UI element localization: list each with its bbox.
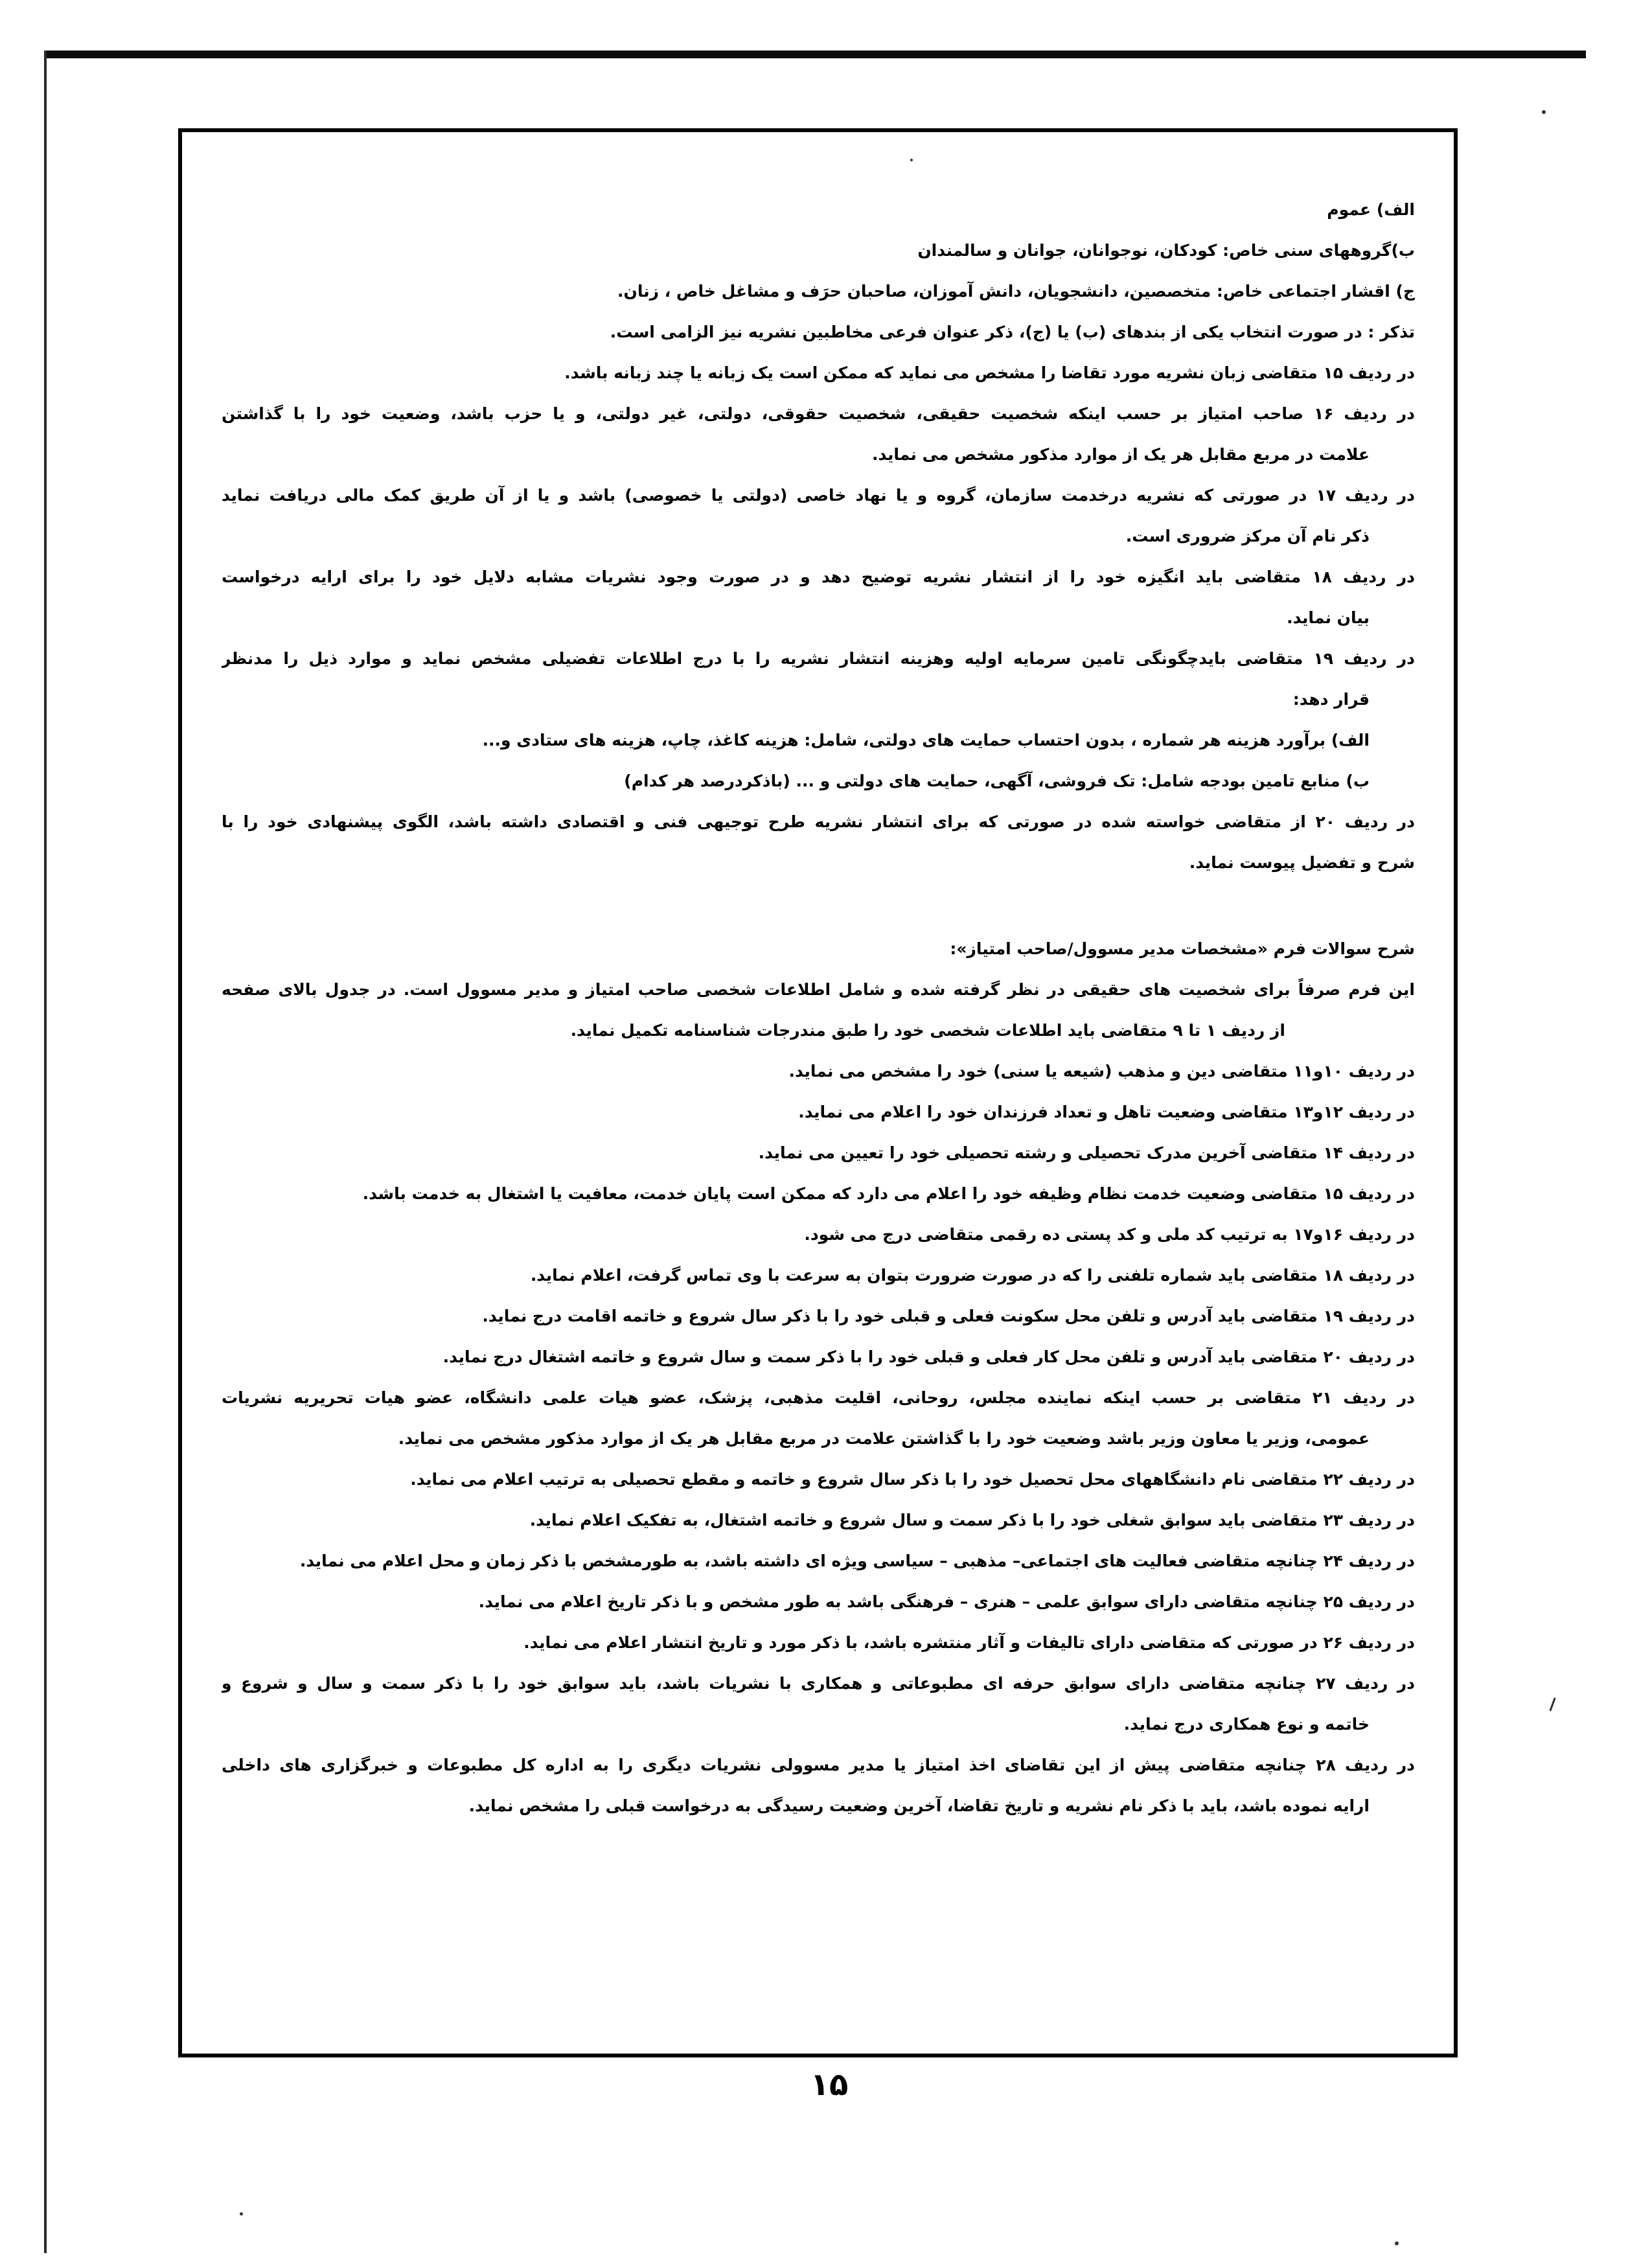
scan-speck [240,2212,243,2216]
row28-previous-request-cont: ارایه نموده باشد، باید با ذکر نام نشریه و تاریخ تقاضا، آخرین وضعیت رسیدگی به درخواست قبلی را مشخص نماید. [468,1796,1370,1815]
row27-press-history: در ردیف ۲۷ چنانچه متقاضی دارای سوابق حرفه ای مطبوعاتی و همکاری با نشریات باشد، باید سوابق خود را با ذکر سمت و سال و شروع و [222,1674,1415,1693]
row20-business-plan: در ردیف ۲۰ از متقاضی خواسته شده در صورتی که برای انتشار نشریه طرح توجیهی فنی و اقتصادی داشته باشد، الگوی پیشنهادی خود را با [222,812,1415,831]
form-description: این فرم صرفاً برای شخصیت های حقیقی در نظر گرفته شده و شامل اطلاعات شخصی صاحب امتیاز و مدیر مسوول است. در جدول بالای صفحه [222,980,1415,999]
row28-previous-request: در ردیف ۲۸ چنانچه متقاضی پیش از این تقاضای اخذ امتیاز یا مدیر مسوولی نشریات دیگری را به اداره کل مطبوعات و خبرگزاری های داخلی [222,1756,1415,1774]
scan-speck [1395,2241,1399,2245]
page-number: ۱۵ [810,2067,849,2103]
scan-border-left [44,51,47,2253]
row19-funding-cont: قرار دهد: [1292,690,1370,709]
scan-speck [1542,110,1546,114]
row20-business-plan-cont: شرح و تفضیل پیوست نماید. [1189,853,1415,872]
row19-item-b: ب) منابع تامین بودجه شامل: تک فروشی، آگهی، حمایت های دولتی و ... (باذکردرصد هر کدام) [624,772,1370,790]
row16-owner-status-cont: علامت در مربع مقابل هر یک از موارد مذکور مشخص می نماید. [872,445,1370,464]
row17-affiliation-cont: ذکر نام آن مرکز ضروری است. [1125,527,1370,545]
row10-11-religion: در ردیف ۱۰و۱۱ متقاضی دین و مذهب (شیعه یا سنی) خود را مشخص می نماید. [788,1062,1415,1081]
row21-position-cont: عمومی، وزیر یا معاون وزیر باشد وضعیت خود را با گذاشتن علامت در مربع مقابل هر یک از موارد مذکور مشخص می نماید. [398,1429,1370,1448]
form-description-cont: از ردیف ۱ تا ۹ متقاضی باید اطلاعات شخصی خود را طبق مندرجات شناسنامه تکمیل نماید. [570,1021,1285,1040]
row12-13-marital: در ردیف ۱۲و۱۳ متقاضی وضعیت تاهل و تعداد فرزندان خود را اعلام می نماید. [798,1103,1415,1121]
row18-phone: در ردیف ۱۸ متقاضی باید شماره تلفنی را که در صورت ضرورت بتوان به سرعت با وی تماس گرفت، اعلام نماید. [530,1266,1415,1285]
row16-17-codes: در ردیف ۱۶و۱۷ به ترتیب کد ملی و کد پستی ده رقمی متقاضی درج می شود. [804,1225,1415,1244]
row15-language: در ردیف ۱۵ متقاضی زبان نشریه مورد تقاضا را مشخص می نماید که ممکن است یک زبانه یا چند زبانه باشد. [564,363,1415,382]
row19-residence: در ردیف ۱۹ متقاضی باید آدرس و تلفن محل سکونت فعلی و قبلی خود را با ذکر سال شروع و خاتمه اقامت درج نماید. [482,1307,1415,1325]
row22-universities: در ردیف ۲۲ متقاضی نام دانشگاههای محل تحصیل خود را با ذکر سال شروع و خاتمه و مقطع تحصیلی به ترتیب اعلام می نماید. [410,1470,1415,1489]
document-body [222,189,1415,1826]
row24-activities: در ردیف ۲۴ چنانچه متقاضی فعالیت های اجتماعی– مذهبی – سیاسی ویژه ای داشته باشد، به طورمشخص با ذکر زمان و محل اعلام می نماید. [299,1552,1415,1570]
scan-border-top [44,51,1586,58]
audience-age-groups: ب)گروههای سنی خاص: کودکان، نوجوانان، جوانان و سالمندان [917,241,1415,260]
row26-publications: در ردیف ۲۶ در صورتی که متقاضی دارای تالیفات و آثار منتشره باشد، با ذکر مورد و تاریخ انتشار اعلام می نماید. [523,1633,1415,1652]
row18-motivation: در ردیف ۱۸ متقاضی باید انگیزه خود را از انتشار نشریه توضیح دهد و در صورت وجود نشریات مشابه دلایل خود را برای ارایه درخواست [222,567,1415,586]
row19-funding: در ردیف ۱۹ متقاضی بایدچگونگی تامین سرمایه اولیه وهزینه انتشار نشریه را با درج اطلاعات تفضیلی مشخص نماید و موارد ذیل را مدنظر [222,649,1415,668]
row20-workplace: در ردیف ۲۰ متقاضی باید آدرس و تلفن محل کار فعلی و قبلی خود را با ذکر سمت و سال شروع و خاتمه اشتغال درج نماید. [442,1347,1415,1366]
row14-education: در ردیف ۱۴ متقاضی آخرین مدرک تحصیلی و رشته تحصیلی خود را تعیین می نماید. [758,1143,1415,1162]
row15-military: در ردیف ۱۵ متقاضی وضعیت خدمت نظام وظیفه خود را اعلام می دارد که ممکن است پایان خدمت، معافیت یا اشتغال به خدمت باشد. [362,1184,1415,1203]
row16-owner-status: در ردیف ۱۶ صاحب امتیاز بر حسب اینکه شخصیت حقیقی، شخصیت حقوقی، دولتی، غیر دولتی، و یا حزب باشد، وضعیت خود را با گذاشتن [222,404,1415,423]
section2-heading: شرح سوالات فرم «مشخصات مدیر مسوول/صاحب امتیاز»: [950,939,1415,958]
scan-speck [910,159,913,161]
row17-affiliation: در ردیف ۱۷ در صورتی که نشریه درخدمت سازمان، گروه و یا نهاد خاصی (دولتی یا خصوصی) باشد و یا از آن طریق کمک مالی دریافت نماید [222,486,1415,505]
audience-heading: الف) عموم [1327,200,1415,219]
row23-job-history: در ردیف ۲۳ متقاضی باید سوابق شغلی خود را با ذکر سمت و سال شروع و خاتمه اشتغال، به تفکیک اعلام نماید. [529,1511,1415,1529]
row21-position: در ردیف ۲۱ متقاضی بر حسب اینکه نماینده مجلس، روحانی، اقلیت مذهبی، پزشک، عضو هیات علمی دانشگاه، عضو هیات تحریریه نشریات [222,1388,1415,1407]
audience-social-groups: ج) اقشار اجتماعی خاص: متخصصین، دانشجویان، دانش آموزان، صاحبان حرَف و مشاغل خاص ، زنان. [617,282,1415,301]
row25-cultural: در ردیف ۲۵ چنانچه متقاضی دارای سوابق علمی – هنری – فرهنگی باشد به طور مشخص و با ذکر تاریخ اعلام می نماید. [478,1592,1415,1611]
audience-note: تذکر : در صورت انتخاب یکی از بندهای (ب) یا (ج)، ذکر عنوان فرعی مخاطبین نشریه نیز الزامی است. [610,323,1415,341]
row19-item-a: الف) برآورد هزینه هر شماره ، بدون احتساب حمایت های دولتی، شامل: هزینه کاغذ، چاپ، هزینه های ستادی و... [482,731,1370,750]
scan-speck [1549,1697,1555,1712]
row27-press-history-cont: خاتمه و نوع همکاری درج نماید. [1123,1715,1370,1734]
row18-motivation-cont: بیان نماید. [1287,608,1370,627]
